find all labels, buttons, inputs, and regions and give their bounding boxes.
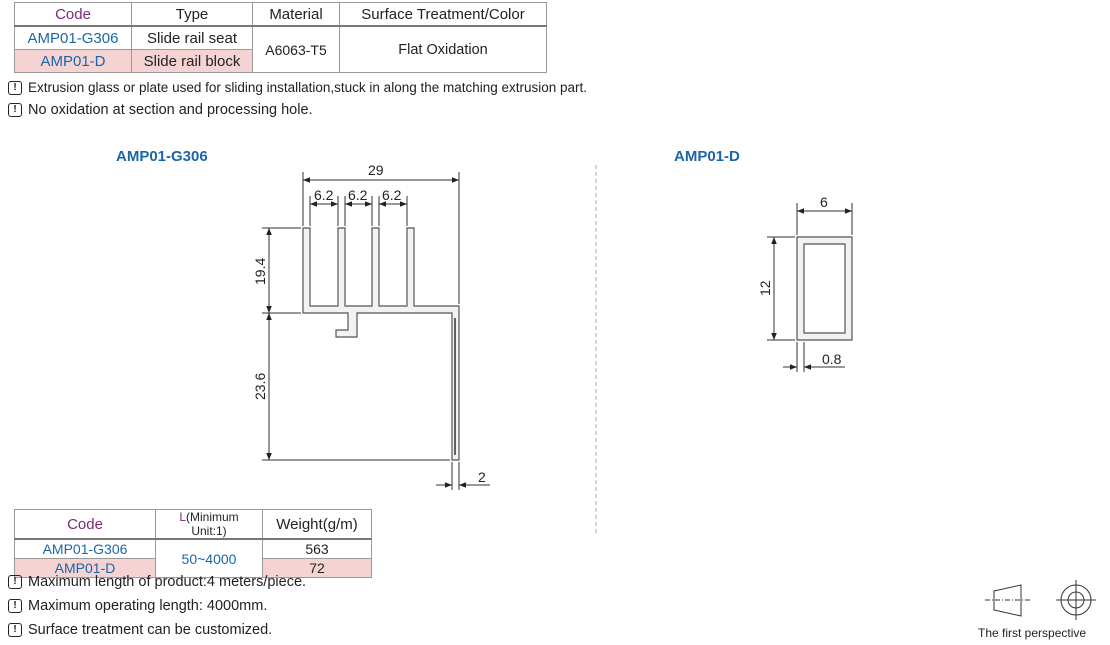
- warning-icon: !: [8, 81, 22, 95]
- table-row: [15, 539, 372, 559]
- dim-slot-2: 6.2: [348, 187, 368, 203]
- row-weight: 563: [263, 539, 372, 559]
- header-surface: Surface Treatment/Color: [340, 3, 547, 27]
- dim-slot-3: 6.2: [382, 187, 402, 203]
- dim-height: 12: [757, 280, 773, 296]
- dim-upper-height: 19.4: [252, 257, 268, 285]
- length-range: 50~4000: [156, 539, 263, 578]
- header-code: Code: [15, 3, 132, 27]
- header-type: Type: [132, 3, 253, 27]
- header-length-prefix: L: [179, 510, 186, 524]
- profile-d: [797, 237, 852, 340]
- note-bottom-3: [8, 622, 272, 638]
- dim-thickness: 0.8: [822, 351, 842, 367]
- weight-table: [14, 509, 372, 578]
- dim-width: 6: [820, 194, 828, 210]
- profile-g306: [303, 228, 459, 460]
- row-code: AMP01-D: [15, 50, 132, 73]
- dim-lower-height: 23.6: [252, 372, 268, 400]
- perspective-label: The first perspective: [978, 626, 1087, 640]
- header-material: Material: [253, 3, 340, 27]
- header-length-suffix: (Minimum Unit:1): [186, 510, 239, 538]
- row-code: AMP01-D: [15, 559, 156, 578]
- row-weight: 72: [263, 559, 372, 578]
- row-type: Slide rail seat: [132, 26, 253, 50]
- dim-thickness: 2: [478, 469, 486, 485]
- note-text: Maximum length of product:4 meters/piece.: [28, 574, 307, 590]
- header-length: [156, 510, 263, 540]
- dim-slot-1: 6.2: [314, 187, 334, 203]
- note-text: No oxidation at section and processing hole.: [28, 102, 313, 118]
- warning-icon: !: [8, 599, 22, 613]
- dim-lines-right: [767, 203, 852, 372]
- warning-icon: !: [8, 575, 22, 589]
- first-angle-projection-icon: [985, 580, 1096, 620]
- dim-labels-left: [252, 162, 486, 485]
- material-cell: A6063-T5: [253, 26, 340, 73]
- drawing-title-left: AMP01-G306: [116, 148, 208, 165]
- note-text: Extrusion glass or plate used for sliding installation,stuck in along the matching extrusion part.: [28, 80, 588, 95]
- warning-icon: !: [8, 623, 22, 637]
- drawing-title-right: AMP01-D: [674, 148, 740, 165]
- dim-width: 29: [368, 162, 384, 178]
- row-code: AMP01-G306: [15, 26, 132, 50]
- row-type: Slide rail block: [132, 50, 253, 73]
- surface-cell: Flat Oxidation: [340, 26, 547, 73]
- header-weight: Weight(g/m): [263, 510, 372, 540]
- note-bottom-1: [8, 574, 306, 590]
- weight-table-header: [15, 510, 372, 540]
- warning-icon: !: [8, 103, 22, 117]
- row-code: AMP01-G306: [15, 539, 156, 559]
- note-text: Maximum operating length: 4000mm.: [28, 598, 268, 614]
- header-code: Code: [15, 510, 156, 540]
- note-text: Surface treatment can be customized.: [28, 622, 273, 638]
- note-bottom-2: [8, 598, 267, 614]
